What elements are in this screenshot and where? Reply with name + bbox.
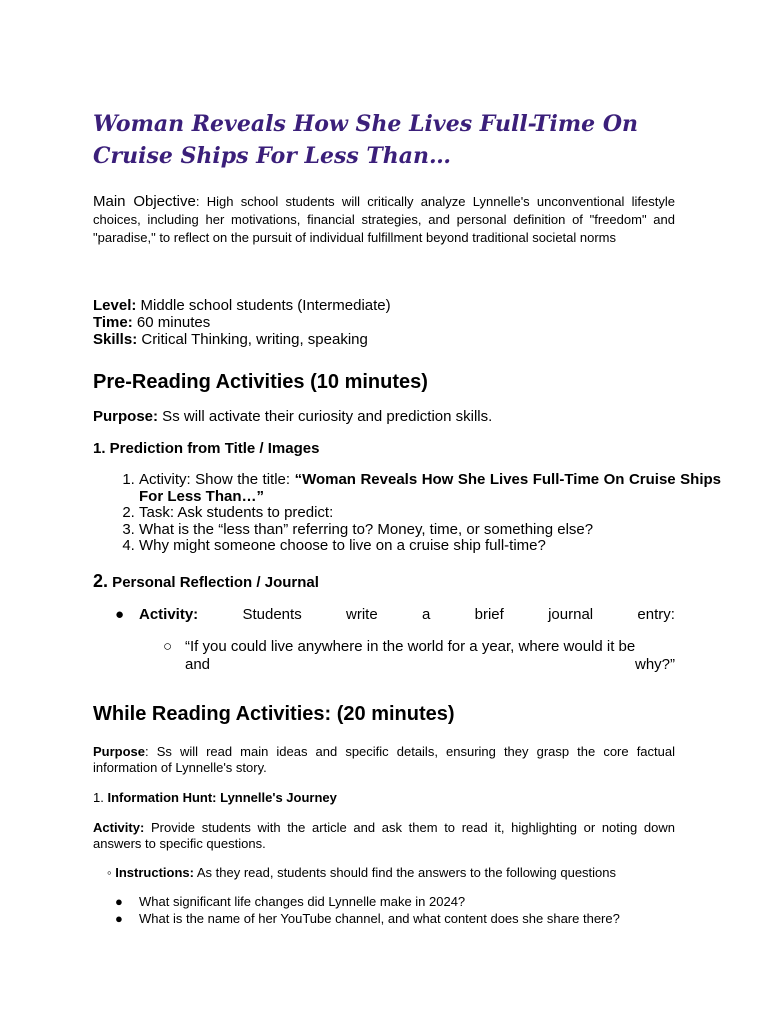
bullet-icon: ●	[115, 606, 125, 623]
prompt-line-2	[185, 656, 675, 674]
activity-title-quote: “Woman Reveals How She Lives Full-Time On Cruise Ships For Less Than…”	[139, 471, 721, 505]
question-list	[115, 894, 675, 927]
reflection-subheading	[93, 572, 319, 592]
prediction-list	[93, 472, 721, 555]
list-item	[115, 894, 675, 911]
activity-word: entry:	[637, 606, 675, 623]
time-value: 60 minutes	[132, 314, 211, 331]
activity-text: Provide students with the article and ask them to read it, highlighting or noting down answers to specific questions.	[93, 820, 675, 851]
reflection-number: 2.	[93, 571, 109, 591]
pre-reading-heading: Pre-Reading Activities (10 minutes)	[93, 371, 428, 393]
hollow-bullet-icon: ○	[163, 638, 173, 655]
purpose-label: Purpose:	[93, 408, 159, 425]
list-item	[139, 472, 721, 505]
instructions-line	[107, 865, 616, 881]
activity-word: Students	[242, 606, 302, 623]
activity-label: Activity:	[93, 820, 145, 835]
list-item	[115, 911, 675, 928]
info-hunt-activity	[93, 820, 675, 852]
skills-label: Skills:	[93, 331, 138, 348]
bullet-icon: ●	[115, 894, 123, 909]
prompt-line-1: “If you could live anywhere in the world for a year, where would it be	[185, 638, 636, 655]
list-item: 4. Why might someone choose to live on a cruise ship full-time?	[139, 538, 721, 555]
purpose-text: Ss will activate their curiosity and prediction skills.	[158, 408, 493, 425]
prompt-text	[185, 638, 675, 674]
list-item: 3. What is the “less than” referring to? Money, time, or something else?	[139, 522, 721, 539]
info-hunt-number: 1.	[93, 790, 108, 805]
level-row	[93, 297, 675, 314]
time-row	[93, 314, 675, 331]
activity-word: write	[346, 606, 378, 623]
list-item: 2. Task: Ask students to predict:	[139, 505, 721, 522]
purpose-label: Purpose	[93, 744, 146, 759]
question-text: What is the name of her YouTube channel, and what content does she share there?	[139, 910, 620, 926]
while-reading-heading: While Reading Activities: (20 minutes)	[93, 703, 455, 725]
info-hunt-title: Information Hunt: Lynnelle's Journey	[107, 790, 337, 805]
small-circle-bullet-icon: ◦	[107, 865, 116, 880]
activity-word: a	[421, 606, 431, 623]
document-title: Woman Reveals How She Lives Full-Time On Cruise Ships For Less Than…	[93, 111, 638, 169]
purpose-text: : Ss will read main ideas and specific details, ensuring they grasp the core factual information of Lynnelle's story.	[93, 744, 675, 775]
while-reading-purpose	[93, 744, 675, 776]
activity-word: brief	[474, 606, 504, 623]
activity-prefix: Activity: Show the title:	[139, 471, 295, 488]
activity-line	[139, 606, 675, 624]
level-label: Level:	[93, 297, 137, 314]
lesson-meta	[93, 297, 675, 348]
info-hunt-subheading	[93, 790, 675, 806]
activity-label: Activity:	[139, 606, 199, 623]
activity-word: journal	[548, 606, 594, 623]
time-label: Time:	[93, 314, 133, 331]
level-value: Middle school students (Intermediate)	[136, 297, 391, 314]
reflection-title: Personal Reflection / Journal	[108, 574, 319, 591]
prediction-subheading: 1. Prediction from Title / Images	[93, 440, 320, 457]
instructions-label: Instructions:	[115, 865, 194, 880]
main-objective	[93, 193, 675, 247]
objective-label: Main Objective	[93, 193, 196, 210]
prompt-and: and	[185, 656, 211, 673]
instructions-text: As they read, students should find the answers to the following questions	[193, 865, 617, 880]
objective-text: : High school students will critically analyze Lynnelle's unconventional lifestyle choices, including her motivations, financial strategies, and personal definition of "freedom" and "paradise," to reflect on the pursuit of individual fulfillment beyond traditional societal norms	[93, 194, 675, 245]
bullet-icon: ●	[115, 910, 123, 926]
pre-reading-purpose	[93, 408, 675, 426]
prompt-why: why?”	[634, 656, 675, 673]
skills-row	[93, 331, 675, 348]
question-text: What significant life changes did Lynnelle make in 2024?	[139, 894, 466, 909]
skills-value: Critical Thinking, writing, speaking	[137, 331, 368, 348]
